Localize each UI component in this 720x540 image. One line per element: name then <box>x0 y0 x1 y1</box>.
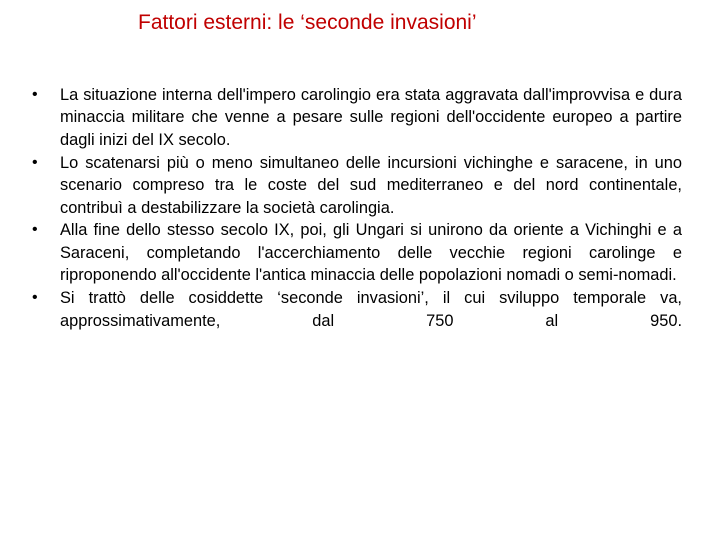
bullet-text-2: Lo scatenarsi più o meno simultaneo delle incursioni vichinghe e saracene, in uno scenario compreso tra le coste del sud mediterraneo e del nord continentale, contribuì a destabilizzare la società carolingia. <box>60 153 682 217</box>
bullet-text-3: Alla fine dello stesso secolo IX, poi, gli Ungari si unirono da oriente a Vichinghi e a Saraceni, completando l'accerchiamento delle vecchie regioni carolinge e riproponendo all'occidente l'antica minaccia delle popolazioni nomadi o semi-nomadi. <box>60 221 682 285</box>
bullet-item-1 <box>32 84 682 151</box>
bullet-item-3 <box>32 219 682 286</box>
bullet-item-4 <box>32 287 682 332</box>
bullet-list <box>32 84 682 332</box>
bullet-dot-icon: • <box>32 221 38 239</box>
bullet-dot-icon: • <box>32 153 38 171</box>
bullet-text-4: Si trattò delle cosiddette ‘seconde invasioni’, il cui sviluppo temporale va, approssimativamente, dal 750 al 950. <box>60 289 682 330</box>
bullet-text-1: La situazione interna dell'impero carolingio era stata aggravata dall'improvvisa e dura minaccia militare che venne a pesare sulle regioni dell'occidente europeo a partire dagli inizi del IX secolo. <box>60 86 682 149</box>
bullet-dot-icon: • <box>32 86 38 103</box>
slide-title: Fattori esterni: le ‘seconde invasioni’ <box>138 11 477 34</box>
bullet-item-2 <box>32 152 682 219</box>
bullet-dot-icon: • <box>32 289 38 307</box>
